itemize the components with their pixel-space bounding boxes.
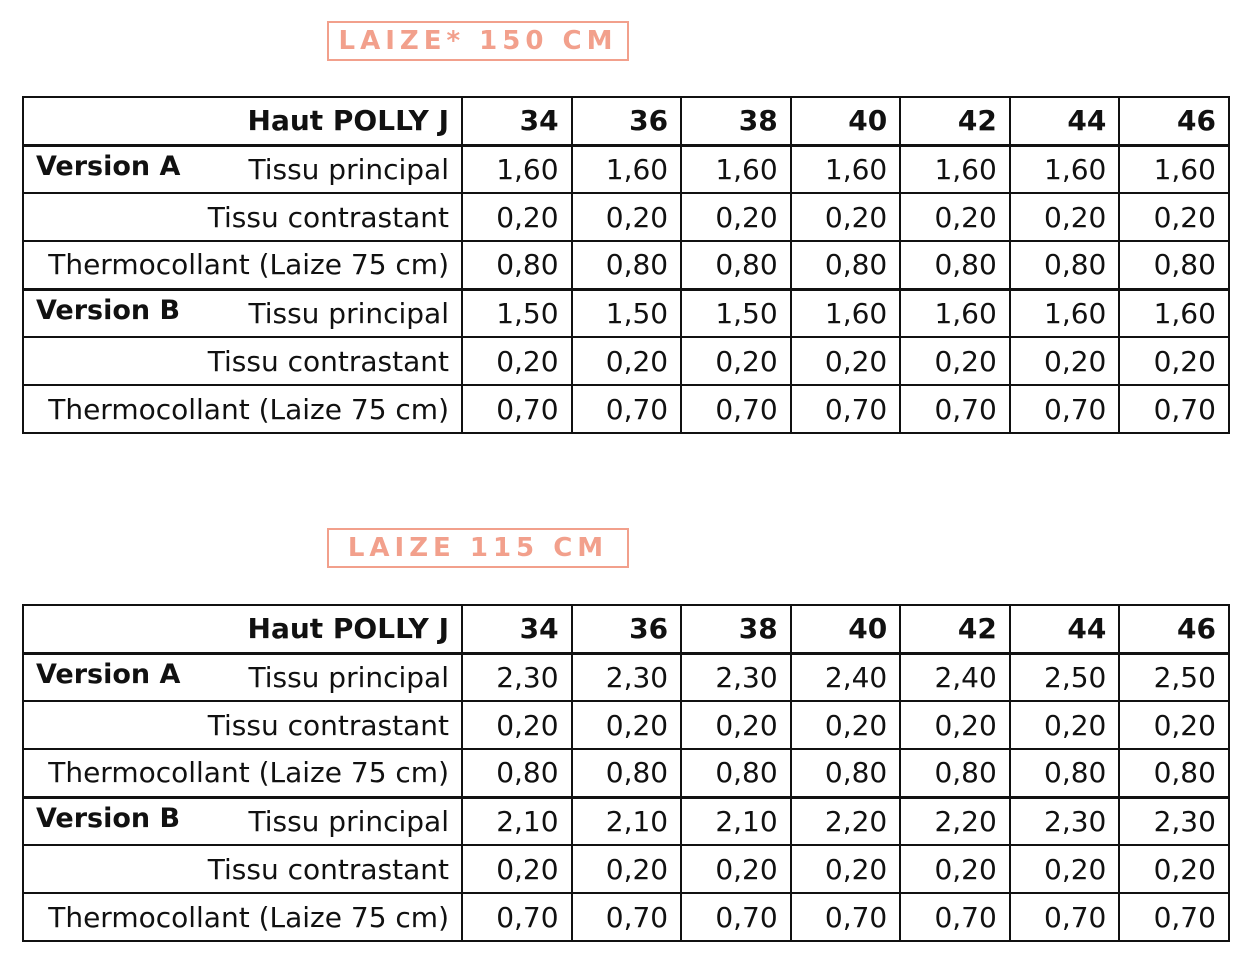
- quantity-cell: 0,80: [681, 749, 791, 797]
- quantity-cell: 0,20: [572, 337, 682, 385]
- quantity-cell: 1,60: [572, 145, 682, 193]
- version-label: Version B: [36, 802, 181, 834]
- quantity-cell: 0,20: [1119, 193, 1229, 241]
- material-label: Thermocollant (Laize 75 cm): [48, 756, 449, 790]
- quantity-cell: 0,80: [1010, 241, 1120, 289]
- quantity-cell: 0,20: [681, 845, 791, 893]
- quantity-cell: 2,30: [1119, 797, 1229, 845]
- quantity-cell: 0,20: [462, 193, 572, 241]
- quantity-cell: 0,20: [791, 845, 901, 893]
- row-label-cell: [23, 653, 462, 701]
- quantity-cell: 0,20: [681, 337, 791, 385]
- quantity-cell: 1,60: [791, 289, 901, 337]
- table-row: [23, 145, 1229, 193]
- quantity-cell: 0,70: [681, 385, 791, 433]
- quantity-cell: 0,20: [462, 701, 572, 749]
- row-label-cell: [23, 701, 462, 749]
- table-header-row: [23, 97, 1229, 145]
- quantity-cell: 0,20: [1010, 701, 1120, 749]
- quantity-cell: 0,20: [572, 845, 682, 893]
- size-header: 36: [572, 97, 682, 145]
- quantity-cell: 0,70: [462, 385, 572, 433]
- row-label-cell: [23, 749, 462, 797]
- quantity-cell: 0,20: [900, 701, 1010, 749]
- quantity-cell: 0,80: [791, 749, 901, 797]
- quantity-cell: 0,20: [791, 701, 901, 749]
- quantity-cell: 2,30: [462, 653, 572, 701]
- size-header: 34: [462, 97, 572, 145]
- table-row: [23, 797, 1229, 845]
- quantity-cell: 2,40: [791, 653, 901, 701]
- quantity-cell: 1,60: [900, 289, 1010, 337]
- material-label: Tissu principal: [248, 152, 449, 186]
- material-label: Thermocollant (Laize 75 cm): [48, 900, 449, 934]
- quantity-cell: 0,20: [1010, 337, 1120, 385]
- section-title-laize-150: LAIZE* 150 CM: [327, 21, 629, 61]
- material-label: Thermocollant (Laize 75 cm): [48, 248, 449, 282]
- quantity-cell: 0,70: [681, 893, 791, 941]
- quantity-cell: 0,20: [462, 337, 572, 385]
- quantity-cell: 0,20: [1119, 701, 1229, 749]
- version-label: Version B: [36, 294, 181, 326]
- quantity-cell: 0,20: [1010, 845, 1120, 893]
- quantity-cell: 1,60: [900, 145, 1010, 193]
- quantity-cell: 0,20: [1119, 845, 1229, 893]
- quantity-cell: 0,70: [1119, 893, 1229, 941]
- quantity-cell: 1,50: [681, 289, 791, 337]
- quantity-cell: 0,80: [1119, 749, 1229, 797]
- quantity-cell: 1,60: [681, 145, 791, 193]
- quantity-cell: 1,60: [791, 145, 901, 193]
- quantity-cell: 0,20: [462, 845, 572, 893]
- table-row: [23, 289, 1229, 337]
- quantity-cell: 2,10: [572, 797, 682, 845]
- quantity-cell: 2,40: [900, 653, 1010, 701]
- row-label-cell: [23, 289, 462, 337]
- quantity-cell: 2,30: [1010, 797, 1120, 845]
- row-label-cell: [23, 193, 462, 241]
- material-label: Tissu principal: [248, 296, 449, 330]
- table-row: [23, 241, 1229, 289]
- quantity-cell: 2,20: [900, 797, 1010, 845]
- size-header: 38: [681, 97, 791, 145]
- quantity-cell: 2,10: [462, 797, 572, 845]
- quantity-cell: 0,70: [1119, 385, 1229, 433]
- quantity-cell: 0,20: [900, 845, 1010, 893]
- version-label: Version A: [36, 658, 181, 690]
- quantity-cell: 0,70: [572, 893, 682, 941]
- header-label: Haut POLLY J: [23, 97, 462, 145]
- quantity-cell: 0,80: [462, 749, 572, 797]
- quantity-cell: 0,70: [1010, 893, 1120, 941]
- fabric-table-laize-150: [22, 96, 1230, 434]
- quantity-cell: 1,60: [1119, 145, 1229, 193]
- material-label: Tissu principal: [248, 660, 449, 694]
- table-row: [23, 653, 1229, 701]
- table-row: [23, 845, 1229, 893]
- table-row: [23, 749, 1229, 797]
- quantity-cell: 0,80: [572, 241, 682, 289]
- size-header: 34: [462, 605, 572, 653]
- row-label-cell: [23, 845, 462, 893]
- size-header: 42: [900, 97, 1010, 145]
- quantity-cell: 2,50: [1119, 653, 1229, 701]
- quantity-cell: 0,80: [900, 749, 1010, 797]
- row-label-cell: [23, 893, 462, 941]
- table-row: [23, 337, 1229, 385]
- quantity-cell: 1,60: [1010, 145, 1120, 193]
- material-label: Thermocollant (Laize 75 cm): [48, 392, 449, 426]
- row-label-cell: [23, 145, 462, 193]
- quantity-cell: 2,50: [1010, 653, 1120, 701]
- quantity-cell: 0,20: [681, 701, 791, 749]
- quantity-cell: 0,20: [572, 701, 682, 749]
- row-label-cell: [23, 337, 462, 385]
- quantity-cell: 0,70: [791, 385, 901, 433]
- table-row: [23, 893, 1229, 941]
- quantity-cell: 1,60: [1010, 289, 1120, 337]
- row-label-cell: [23, 797, 462, 845]
- fabric-table-laize-115: [22, 604, 1230, 942]
- quantity-cell: 0,20: [1010, 193, 1120, 241]
- quantity-cell: 0,80: [791, 241, 901, 289]
- size-header: 44: [1010, 97, 1120, 145]
- quantity-cell: 0,20: [681, 193, 791, 241]
- material-label: Tissu contrastant: [207, 852, 449, 886]
- quantity-cell: 2,10: [681, 797, 791, 845]
- size-header: 36: [572, 605, 682, 653]
- size-header: 38: [681, 605, 791, 653]
- material-label: Tissu contrastant: [207, 200, 449, 234]
- size-header: 46: [1119, 605, 1229, 653]
- quantity-cell: 0,20: [791, 337, 901, 385]
- quantity-cell: 0,80: [462, 241, 572, 289]
- quantity-cell: 0,20: [791, 193, 901, 241]
- quantity-cell: 0,20: [900, 193, 1010, 241]
- size-header: 46: [1119, 97, 1229, 145]
- table-header-row: [23, 605, 1229, 653]
- quantity-cell: 0,20: [572, 193, 682, 241]
- table-row: [23, 701, 1229, 749]
- quantity-cell: 0,80: [681, 241, 791, 289]
- size-header: 44: [1010, 605, 1120, 653]
- quantity-cell: 1,60: [462, 145, 572, 193]
- row-label-cell: [23, 241, 462, 289]
- quantity-cell: 0,80: [572, 749, 682, 797]
- size-header: 40: [791, 605, 901, 653]
- quantity-cell: 2,20: [791, 797, 901, 845]
- quantity-cell: 2,30: [681, 653, 791, 701]
- section-title-laize-115: LAIZE 115 CM: [327, 528, 629, 568]
- header-label: Haut POLLY J: [23, 605, 462, 653]
- quantity-cell: 0,70: [1010, 385, 1120, 433]
- quantity-cell: 0,70: [900, 893, 1010, 941]
- quantity-cell: 0,70: [791, 893, 901, 941]
- quantity-cell: 0,80: [1010, 749, 1120, 797]
- quantity-cell: 2,30: [572, 653, 682, 701]
- quantity-cell: 0,80: [900, 241, 1010, 289]
- quantity-cell: 0,20: [900, 337, 1010, 385]
- version-label: Version A: [36, 150, 181, 182]
- quantity-cell: 1,50: [462, 289, 572, 337]
- table-row: [23, 193, 1229, 241]
- size-header: 40: [791, 97, 901, 145]
- quantity-cell: 0,20: [1119, 337, 1229, 385]
- size-header: 42: [900, 605, 1010, 653]
- quantity-cell: 0,70: [900, 385, 1010, 433]
- quantity-cell: 0,70: [462, 893, 572, 941]
- material-label: Tissu contrastant: [207, 344, 449, 378]
- quantity-cell: 1,50: [572, 289, 682, 337]
- quantity-cell: 1,60: [1119, 289, 1229, 337]
- quantity-cell: 0,70: [572, 385, 682, 433]
- quantity-cell: 0,80: [1119, 241, 1229, 289]
- table-row: [23, 385, 1229, 433]
- material-label: Tissu contrastant: [207, 708, 449, 742]
- row-label-cell: [23, 385, 462, 433]
- material-label: Tissu principal: [248, 804, 449, 838]
